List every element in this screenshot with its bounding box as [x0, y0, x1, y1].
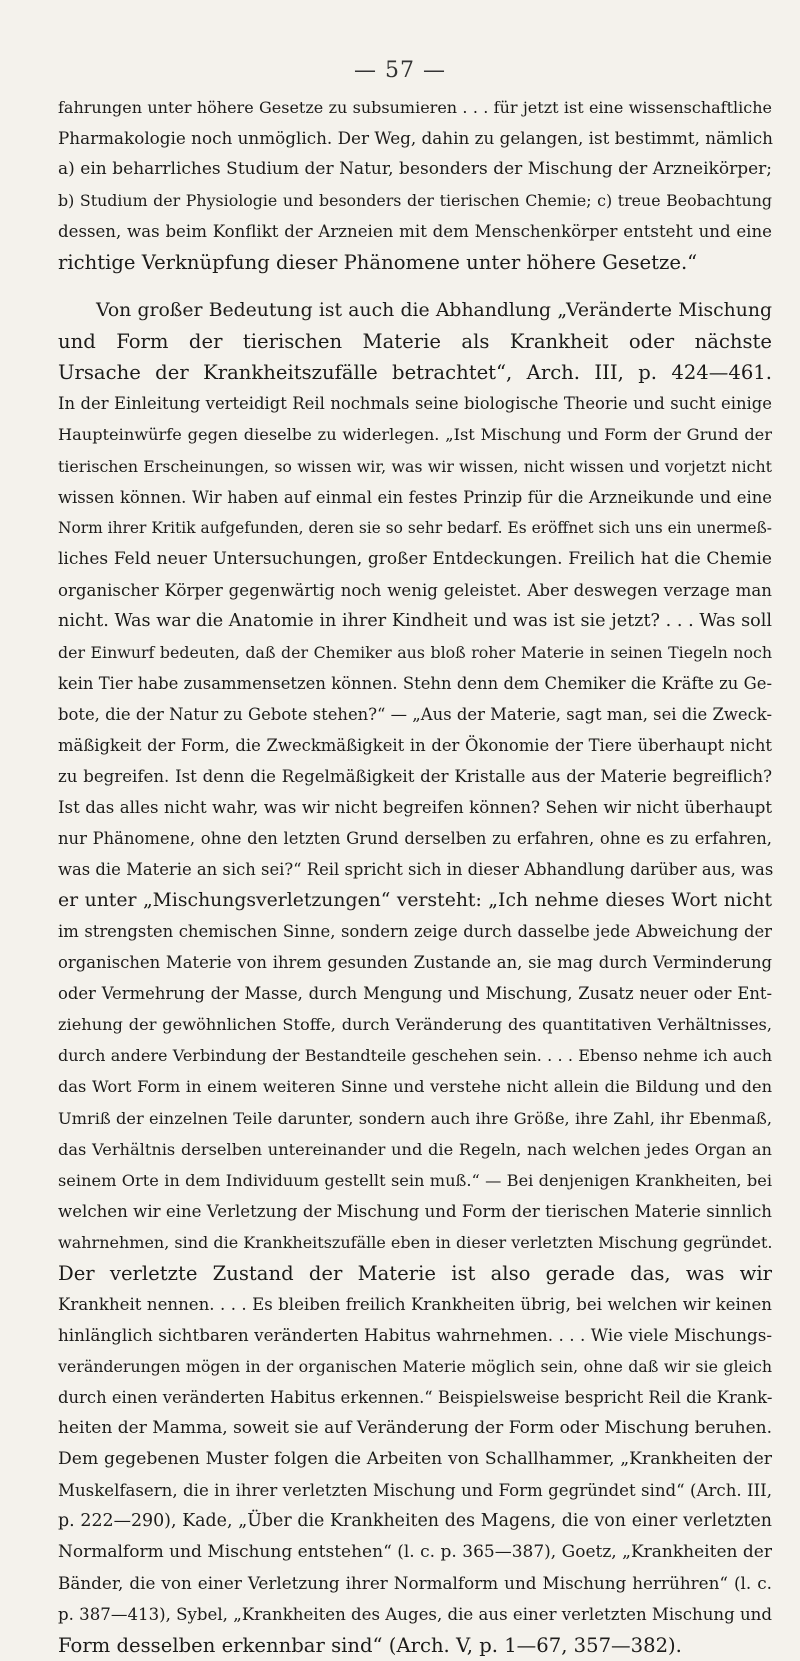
- text-line: mäßigkeit der Form, die Zweckmäßigkeit in der Ökonomie der Tiere überhaupt nicht: [58, 735, 772, 755]
- text-line: Ursache der Krankheitszufälle betrachtet“, Arch. III, p. 424—461.: [58, 361, 772, 385]
- text-line: das Wort Form in einem weiteren Sinne und verstehe nicht allein die Bildung und den: [58, 1077, 772, 1097]
- text-line: p. 222—290), Kade, „Über die Krankheiten des Magens, die von einer verletzten: [58, 1511, 772, 1532]
- body-text: [58, 92, 772, 1661]
- page-number: — 57 —: [354, 58, 446, 83]
- text-line: bote, die der Natur zu Gebote stehen?“ — „Aus der Materie, sagt man, sei die Zweck-: [58, 704, 772, 724]
- text-line: Norm ihrer Kritik aufgefunden, deren sie so sehr bedarf. Es eröffnet sich uns ein unermeß-: [58, 518, 772, 537]
- text-line: wissen können. Wir haben auf einmal ein festes Prinzip für die Arzneikunde und eine: [58, 487, 772, 507]
- text-line: Normalform und Mischung entstehen“ (l. c. p. 365—387), Goetz, „Krankheiten der: [58, 1542, 772, 1563]
- text-line: Bänder, die von einer Verletzung ihrer Normalform und Mischung herrühren“ (l. c.: [58, 1573, 772, 1594]
- text-line: dessen, was beim Konflikt der Arzneien mit dem Menschenkörper entsteht und eine: [58, 222, 772, 242]
- paragraph-reil-abhandlung: [58, 295, 772, 1661]
- text-line: liches Feld neuer Untersuchungen, großer Entdeckungen. Freilich hat die Chemie: [58, 548, 772, 569]
- text-line: kein Tier habe zusammensetzen können. Stehn denn dem Chemiker die Kräfte zu Ge-: [58, 673, 772, 693]
- text-line: wahrnehmen, sind die Krankheitszufälle eben in dieser verletzten Mischung gegründet.: [58, 1232, 773, 1252]
- text-line: fahrungen unter höhere Gesetze zu subsumieren . . . für jetzt ist eine wissenschaftliche: [58, 98, 772, 117]
- text-line: das Verhältnis derselben untereinander und die Regeln, nach welchen jedes Organ an: [58, 1139, 772, 1159]
- text-line: er unter „Mischungsverletzungen“ versteht: „Ich nehme dieses Wort nicht: [58, 890, 772, 912]
- text-line: Form desselben erkennbar sind“ (Arch. V, p. 1—67, 357—382).: [58, 1634, 682, 1658]
- text-line: Der verletzte Zustand der Materie ist also gerade das, was wir: [58, 1261, 772, 1285]
- text-line: der Einwurf bedeuten, daß der Chemiker aus bloß roher Materie in seinen Tiegeln noch: [58, 642, 772, 662]
- text-line: Pharmakologie noch unmöglich. Der Weg, dahin zu gelangen, ist bestimmt, nämlich: [58, 128, 773, 149]
- text-line: Ist das alles nicht wahr, was wir nicht begreifen können? Sehen wir nicht überhaupt: [58, 798, 772, 818]
- text-line: durch andere Verbindung der Bestandteile geschehen sein. . . . Ebenso nehme ich auch: [58, 1046, 772, 1066]
- text-line: hinlänglich sichtbaren veränderten Habitus wahrnehmen. . . . Wie viele Mischungs-: [58, 1324, 772, 1345]
- text-line: zu begreifen. Ist denn die Regelmäßigkeit der Kristalle aus der Materie begreiflich?: [58, 766, 772, 786]
- text-line: Dem gegebenen Muster folgen die Arbeiten von Schallhammer, „Krankheiten der: [58, 1449, 772, 1470]
- text-line: a) ein beharrliches Studium der Natur, besonders der Mischung der Arzneikörper;: [58, 159, 772, 180]
- text-line: was die Materie an sich sei?“ Reil spricht sich in dieser Abhandlung darüber aus, was: [58, 860, 774, 880]
- text-line: b) Studium der Physiologie und besonders der tierischen Chemie; c) treue Beobachtung: [58, 191, 772, 211]
- text-line: veränderungen mögen in der organischen Materie möglich sein, ohne daß wir sie gleich: [58, 1356, 772, 1376]
- text-line: durch einen veränderten Habitus erkennen.“ Beispielsweise bespricht Reil die Krank-: [58, 1387, 773, 1407]
- text-line: nur Phänomene, ohne den letzten Grund derselben zu erfahren, ohne es zu erfahren,: [58, 829, 772, 849]
- text-line: p. 387—413), Sybel, „Krankheiten des Auges, die aus einer verletzten Mischung und: [58, 1605, 772, 1625]
- text-line: Muskelfasern, die in ihrer verletzten Mischung und Form gegründet sind“ (Arch. III,: [58, 1481, 772, 1501]
- text-line: seinem Orte in dem Individuum gestellt sein muß.“ — Bei denjenigen Krankheiten, bei: [58, 1170, 772, 1190]
- text-line: organischer Körper gegenwärtig noch wenig geleistet. Aber deswegen verzage man: [58, 580, 772, 600]
- text-line: heiten der Mamma, soweit sie auf Veränderung der Form oder Mischung beruhen.: [58, 1417, 772, 1438]
- text-line: richtige Verknüpfung dieser Phänomene unter höhere Gesetze.“: [58, 251, 698, 275]
- text-line: und Form der tierischen Materie als Krankheit oder nächste: [58, 330, 772, 354]
- text-line: oder Vermehrung der Masse, durch Mengung und Mischung, Zusatz neuer oder Ent-: [58, 984, 772, 1004]
- text-line: im strengsten chemischen Sinne, sondern zeige durch dasselbe jede Abweichung der: [58, 922, 772, 942]
- text-line: organischen Materie von ihrem gesunden Zustande an, sie mag durch Verminderung: [58, 953, 772, 973]
- text-line: In der Einleitung verteidigt Reil nochmals seine biologische Theorie und sucht einige: [58, 394, 772, 414]
- text-line: nicht. Was war die Anatomie in ihrer Kindheit und was ist sie jetzt? . . . Was soll: [58, 610, 772, 631]
- text-line: welchen wir eine Verletzung der Mischung und Form der tierischen Materie sinnlich: [58, 1201, 772, 1221]
- text-line: Haupteinwürfe gegen dieselbe zu widerlegen. „Ist Mischung und Form der Grund der: [58, 425, 772, 445]
- text-line: Von großer Bedeutung ist auch die Abhandlung „Veränderte Mischung: [96, 300, 772, 322]
- text-line: Krankheit nennen. . . . Es bleiben freilich Krankheiten übrig, bei welchen wir keinen: [58, 1294, 772, 1314]
- paragraph-continuation: [58, 92, 772, 278]
- text-line: Umriß der einzelnen Teile darunter, sondern auch ihre Größe, ihre Zahl, ihr Ebenmaß,: [58, 1108, 772, 1128]
- text-line: ziehung der gewöhnlichen Stoffe, durch Veränderung des quantitativen Verhältnisses,: [58, 1015, 772, 1035]
- text-line: tierischen Erscheinungen, so wissen wir, was wir wissen, nicht wissen und vorjetzt nicht: [58, 456, 772, 476]
